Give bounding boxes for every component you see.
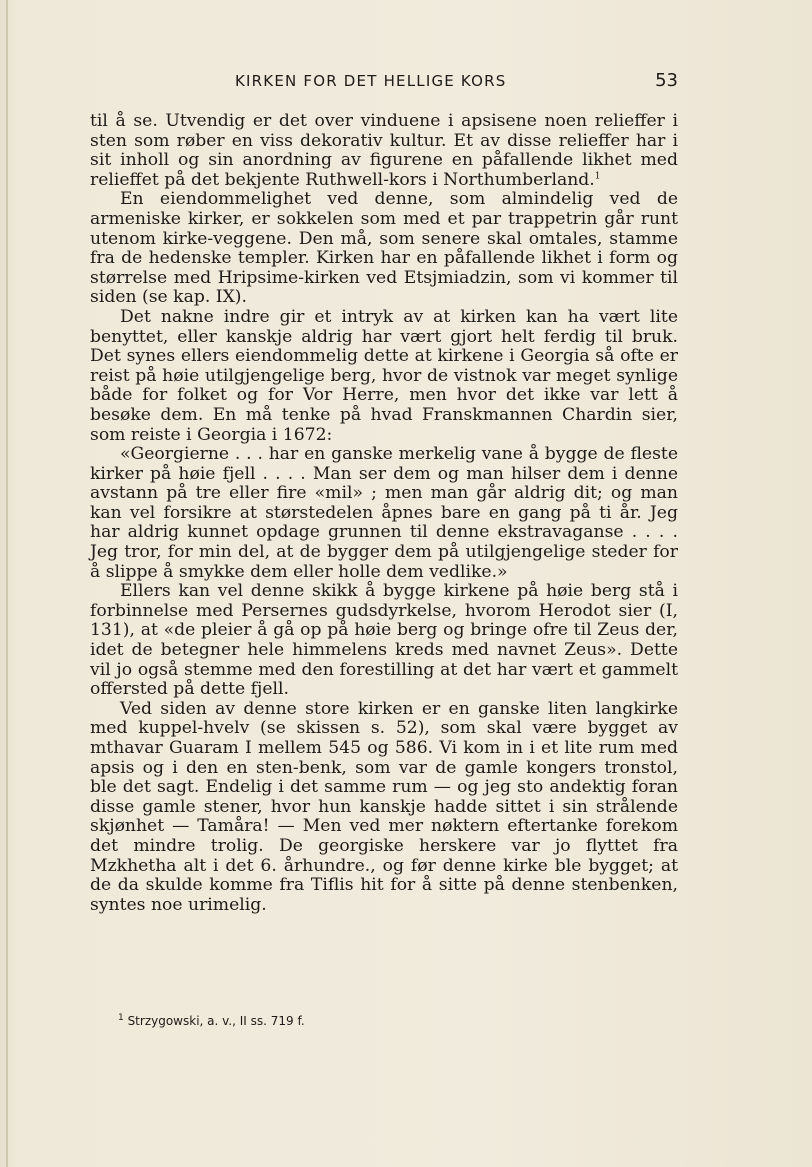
paragraph-1-text: til å se. Utvendig er det over vinduene i apsisene noen relieffer i sten som røber en viss dekorativ kultur. Et av disse relieffer har i sit inholl og sin anordning av figurene en påfallende likhet med relieffet på det bekjente Ruthwell-kors i Northumberland. <box>90 111 678 190</box>
running-title: KIRKEN FOR DET HELLIGE KORS <box>235 72 507 90</box>
paragraph-2: En eiendommelighet ved denne, som almindelig ved de armeniske kirker, er sokkelen som med et par trappetrin går runt utenom kirke-veggene. Den må, som senere skal omtales, stamme fra de hedenske templer. Kirken har en påfallende likhet i form og størrelse med Hripsime-kirken ved Etsjmiadzin, som vi kommer til siden (se kap. IX). <box>90 189 678 308</box>
paragraph-5: Ellers kan vel denne skikk å bygge kirkene på høie berg stå i forbinnelse med Persernes gudsdyrkelse, hvorom Herodot sier (I, 131), at «de pleier å gå op på høie berg og bringe ofre til Zeus der, idet de betegner hele himmelens kreds med navnet Zeus». Dette vil jo også stemme med den forestilling at det har vært et gammelt offersted på dette fjell. <box>90 581 678 700</box>
page-number: 53 <box>655 70 678 91</box>
paragraph-6: Ved siden av denne store kirken er en ganske liten langkirke med kuppel-hvelv (se skissen s. 52), som skal være bygget av mthavar Guaram I mellem 545 og 586. Vi kom in i et lite rum med apsis og i den en sten-benk, som var de gamle kongers tronstol, ble det sagt. Endelig i det samme rum — og jeg sto andektig foran disse gamle stener, hvor hun kanskje hadde sittet i sin strålende skjønhet — Tamåra! — Men ved mer nøktern eftertanke forekom det mindre trolig. De georgiske herskere var jo flyttet fra Mzkhetha alt i det 6. århundre., og før denne kirke ble bygget; at de da skulde komme fra Tiflis hit for å sitte på denne stenbenken, syntes noe urimelig. <box>90 698 678 915</box>
paragraph-3: Det nakne indre gir et intryk av at kirken kan ha vært lite benyttet, eller kanskje aldrig har vært gjort helt ferdig til bruk. Det synes ellers eiendommelig dette at kirkene i Georgia så ofte er reist på høie utilgjengelige berg, hvor de vistnok var meget synlige både for folket og for Vor Herre, men hvor det ikke var lett å besøke dem. En må tenke på hvad Franskmannen Chardin sier, som reiste i Georgia i 1672: <box>90 306 678 445</box>
page-header <box>90 72 720 98</box>
paragraph-quote: «Georgierne . . . har en ganske merkelig vane å bygge de fleste kirker på høie fjell . . . . Man ser dem og man hilser dem i denne avstann på tre eller fire «mil» ; men man går aldrig dit; og man kan vel forsikre at størstedelen åpnes bare en gang på ti år. Jeg har aldrig kunnet opdage grunnen til denne ekstravaganse . . . . Jeg tror, for min del, at de bygger dem på utilgjengelige steder for å slippe å smykke dem eller holle dem vedlike.» <box>90 444 678 582</box>
page-spine-edge <box>6 0 8 1167</box>
footnote <box>118 1014 678 1028</box>
footnote-marker: 1 <box>118 1013 124 1023</box>
footnote-reference: 1 <box>594 171 601 182</box>
body-text <box>90 112 678 915</box>
footnote-text: Strzygowski, a. v., II ss. 719 f. <box>127 1014 305 1028</box>
paragraph-1 <box>90 112 678 190</box>
